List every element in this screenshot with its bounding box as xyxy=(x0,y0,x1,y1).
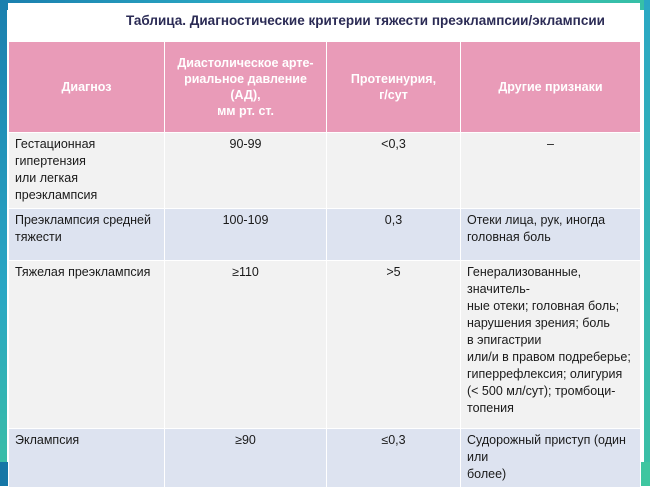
criteria-table xyxy=(8,41,641,488)
cell-other-signs: Генерализованные, значитель- ные отеки; головная боль; нарушения зрения; боль в эпигастрии или/и в правом подреберье; гиперрефлексия; олигурия (< 500 мл/сут); тромбоци- топения xyxy=(461,261,641,429)
cell-diagnosis: Преэклампсия средней тяжести xyxy=(9,209,165,261)
table-row xyxy=(9,261,641,429)
slide-frame-right xyxy=(644,0,650,486)
table-row xyxy=(9,209,641,261)
header-diagnosis: Диагноз xyxy=(9,42,165,133)
cell-diagnosis: Гестационная гипертензия или легкая преэклампсия xyxy=(9,133,165,209)
cell-other-signs: – xyxy=(461,133,641,209)
cell-proteinuria: >5 xyxy=(327,261,461,429)
cell-pressure: ≥90 xyxy=(165,429,327,488)
header-other-signs: Другие признаки xyxy=(461,42,641,133)
cell-proteinuria: 0,3 xyxy=(327,209,461,261)
cell-pressure: 100-109 xyxy=(165,209,327,261)
cell-diagnosis: Эклампсия xyxy=(9,429,165,488)
cell-proteinuria: <0,3 xyxy=(327,133,461,209)
cell-pressure: 90-99 xyxy=(165,133,327,209)
table-row xyxy=(9,133,641,209)
document-panel xyxy=(8,3,640,481)
table-row xyxy=(9,429,641,488)
table-caption: Таблица. Диагностические критерии тяжести преэклампсии/эклампсии xyxy=(8,3,640,41)
cell-other-signs: Отеки лица, рук, иногда головная боль xyxy=(461,209,641,261)
table-header-row xyxy=(9,42,641,133)
cell-pressure: ≥110 xyxy=(165,261,327,429)
header-proteinuria: Протеинурия, г/сут xyxy=(327,42,461,133)
header-diastolic-pressure: Диастолическое арте- риальное давление (АД), мм рт. ст. xyxy=(165,42,327,133)
cell-other-signs: Судорожный приступ (один или более) xyxy=(461,429,641,488)
cell-diagnosis: Тяжелая преэклампсия xyxy=(9,261,165,429)
slide-frame-left xyxy=(0,0,7,486)
cell-proteinuria: ≤0,3 xyxy=(327,429,461,488)
